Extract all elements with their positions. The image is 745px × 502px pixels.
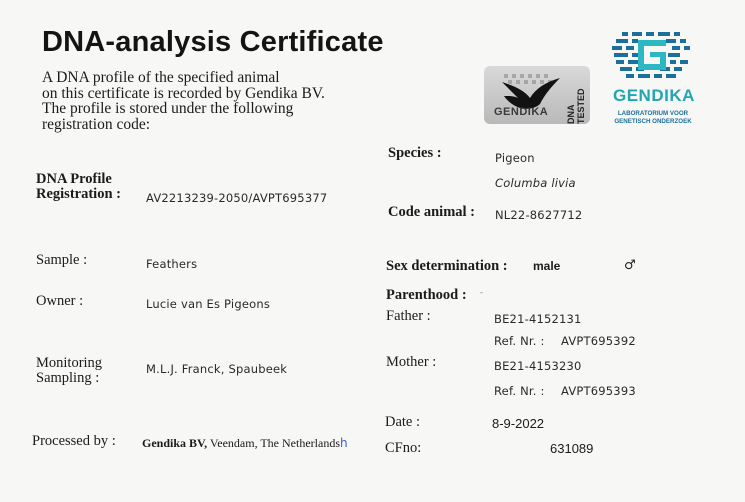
processed-by-location: Veendam, The Netherlands xyxy=(207,436,340,450)
owner-value: Lucie van Es Pigeons xyxy=(146,297,271,311)
certificate-title: DNA-analysis Certificate xyxy=(42,26,384,58)
mother-label: Mother : xyxy=(386,354,437,370)
intro-line-1: A DNA profile of the specified animal xyxy=(42,69,280,86)
logo-subtitle-line-2: GENETISCH ONDERZOEK xyxy=(614,117,692,125)
sampling-label: Sampling : xyxy=(36,370,100,386)
father-ref-value: AVPT695392 xyxy=(561,334,636,348)
dna-profile-label: DNA Profile xyxy=(36,171,112,187)
code-animal-value: NL22-8627712 xyxy=(495,208,583,222)
dna-tested-stamp xyxy=(484,66,590,124)
cfno-value: 631089 xyxy=(550,441,594,456)
parenthood-label: Parenthood : xyxy=(386,287,467,303)
processed-by-label: Processed by : xyxy=(32,433,116,449)
intro-line-2: on this certificate is recorded by Gendika BV. xyxy=(42,84,325,102)
sex-value: male xyxy=(533,259,561,273)
stamp-brand: GENDIKA xyxy=(494,106,549,118)
father-value: BE21-4152131 xyxy=(494,312,582,326)
processed-by-value xyxy=(142,436,348,451)
handwritten-mark: h xyxy=(340,436,348,450)
father-ref-label: Ref. Nr. : xyxy=(494,334,545,348)
parenthood-dash: - xyxy=(480,287,483,297)
monitoring-value: M.L.J. Franck, Spaubeek xyxy=(146,362,288,376)
male-symbol-icon: ♂ xyxy=(624,258,636,273)
sex-determination-label: Sex determination : xyxy=(386,258,508,274)
code-animal-label: Code animal : xyxy=(388,204,475,220)
processed-by-company: Gendika BV, xyxy=(142,436,208,450)
intro-line-4: registration code: xyxy=(42,115,151,133)
sample-label: Sample : xyxy=(36,252,88,268)
logo-subtitle xyxy=(613,110,693,125)
date-value: 8-9-2022 xyxy=(492,416,545,431)
cfno-label: CFno: xyxy=(385,440,422,456)
registration-label: Registration : xyxy=(36,186,121,202)
mother-ref-value: AVPT695393 xyxy=(561,384,636,398)
monitoring-label: Monitoring xyxy=(36,355,103,371)
logo-wordmark: GENDIKA xyxy=(613,86,695,105)
date-label: Date : xyxy=(385,414,421,430)
stamp-side-text: DNA TESTED xyxy=(566,88,586,124)
father-label: Father : xyxy=(386,308,431,324)
owner-label: Owner : xyxy=(36,293,84,309)
species-common-value: Pigeon xyxy=(495,151,535,165)
gendika-logo-icon xyxy=(610,30,694,84)
mother-ref-label: Ref. Nr. : xyxy=(494,384,545,398)
species-label: Species : xyxy=(388,145,442,161)
registration-value: AV2213239-2050/AVPT695377 xyxy=(146,191,328,205)
intro-line-3: The profile is stored under the following xyxy=(42,100,294,117)
mother-value: BE21-4153230 xyxy=(494,359,582,373)
logo-subtitle-line-1: LABORATORIUM VOOR xyxy=(617,110,689,117)
intro-text xyxy=(42,70,325,132)
species-latin-value: Columba livia xyxy=(495,176,576,190)
sample-value: Feathers xyxy=(146,257,198,271)
